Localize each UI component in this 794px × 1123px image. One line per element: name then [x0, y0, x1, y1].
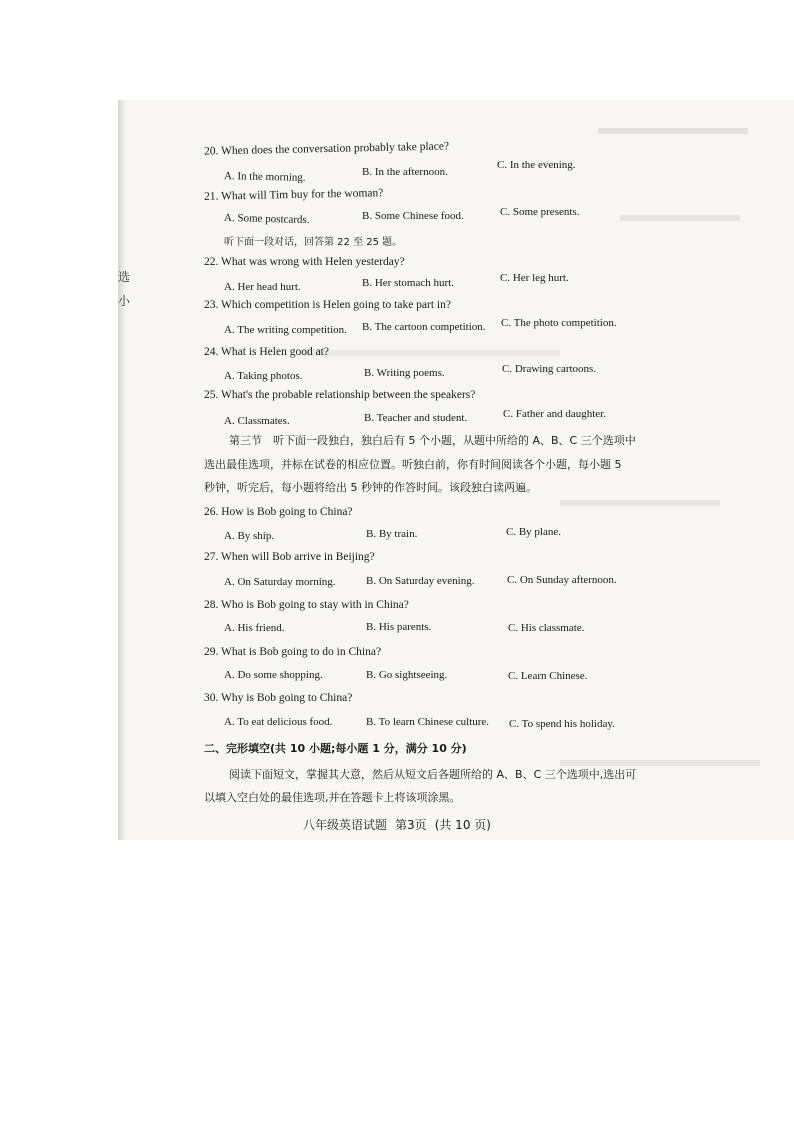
option-c: C. By plane.: [506, 526, 561, 538]
section-instruction: 阅读下面短文，掌握其大意，然后从短文后各题所给的 A、B、C 三个选项中,选出可: [229, 768, 637, 781]
option-a: A. Her head hurt.: [224, 281, 301, 293]
question-stem: 24. What is Helen good at?: [204, 346, 329, 358]
question-stem: 23. Which competition is Helen going to take part in?: [204, 299, 451, 311]
section-instruction: 第三节 听下面一段独白，独白后有 5 个小题，从题中所给的 A、B、C 三个选项中: [229, 434, 636, 447]
margin-char: 选: [118, 270, 131, 284]
section-instruction: 秒钟，听完后，每小题将给出 5 秒钟的作答时间。该段独白读两遍。: [204, 481, 537, 494]
option-a: A. To eat delicious food.: [224, 716, 333, 728]
option-c: C. Learn Chinese.: [508, 670, 588, 682]
question-stem: 29. What is Bob going to do in China?: [204, 646, 382, 658]
question-stem: 27. When will Bob arrive in Beijing?: [204, 551, 375, 563]
page-footer: [0, 816, 794, 833]
listening-instruction: 听下面一段对话，回答第 22 至 25 题。: [224, 237, 403, 248]
section-instruction: 以填入空白处的最佳选项,并在答题卡上将该项涂黑。: [204, 791, 461, 804]
option-b: B. Go sightseeing.: [366, 669, 448, 681]
section-heading: 二、完形填空(共 10 小题;每小题 1 分，满分 10 分): [204, 742, 467, 755]
footer-total: (共 10 页): [434, 818, 491, 832]
option-a: A. His friend.: [224, 622, 285, 634]
option-b: B. The cartoon competition.: [362, 321, 486, 333]
option-a: A. On Saturday morning.: [224, 576, 336, 588]
option-c: C. Father and daughter.: [503, 408, 606, 420]
option-c: C. His classmate.: [508, 622, 585, 634]
option-a: A. The writing competition.: [224, 324, 347, 336]
question-stem: 28. Who is Bob going to stay with in China?: [204, 599, 409, 611]
option-c: C. To spend his holiday.: [509, 718, 615, 730]
option-b: B. Writing poems.: [364, 367, 445, 379]
option-c: C. On Sunday afternoon.: [507, 574, 617, 586]
option-a: A. Do some shopping.: [224, 669, 323, 681]
option-b: B. By train.: [366, 528, 418, 540]
option-c: C. Some presents.: [500, 206, 580, 218]
option-c: C. The photo competition.: [501, 317, 617, 329]
option-c: C. Her leg hurt.: [500, 272, 569, 284]
option-b: B. Teacher and student.: [364, 412, 468, 424]
margin-text: [118, 265, 130, 313]
section-instruction: 选出最佳选项，并标在试卷的相应位置。听独白前，你有时间阅读各个小题，每小题 5: [204, 458, 622, 471]
option-a: A. Some postcards.: [223, 211, 310, 227]
option-a: A. Taking photos.: [224, 370, 303, 382]
option-b: B. His parents.: [366, 621, 432, 633]
option-a: A. Classmates.: [224, 415, 290, 427]
option-a: A. By ship.: [224, 530, 275, 542]
question-stem: 30. Why is Bob going to China?: [204, 692, 353, 704]
question-stem: 22. What was wrong with Helen yesterday?: [204, 256, 405, 268]
option-c: C. In the evening.: [497, 159, 576, 171]
option-b: B. In the afternoon.: [362, 166, 448, 178]
option-a: A. In the morning.: [223, 170, 306, 184]
margin-char: 小: [118, 294, 131, 308]
page-binding-edge: [118, 100, 126, 840]
option-b: B. On Saturday evening.: [366, 575, 475, 587]
footer-subject: 八年级英语试题: [303, 818, 388, 832]
question-stem: 25. What's the probable relationship between the speakers?: [204, 389, 476, 401]
footer-page: 第3页: [395, 818, 427, 832]
option-c: C. Drawing cartoons.: [502, 363, 597, 375]
question-stem: 20. When does the conversation probably take place?: [203, 140, 450, 158]
question-stem: 26. How is Bob going to China?: [204, 506, 353, 518]
question-stem: 21. What will Tim buy for the woman?: [203, 187, 384, 203]
option-b: B. Some Chinese food.: [362, 210, 464, 222]
option-b: B. To learn Chinese culture.: [366, 716, 490, 728]
option-b: B. Her stomach hurt.: [362, 277, 454, 289]
